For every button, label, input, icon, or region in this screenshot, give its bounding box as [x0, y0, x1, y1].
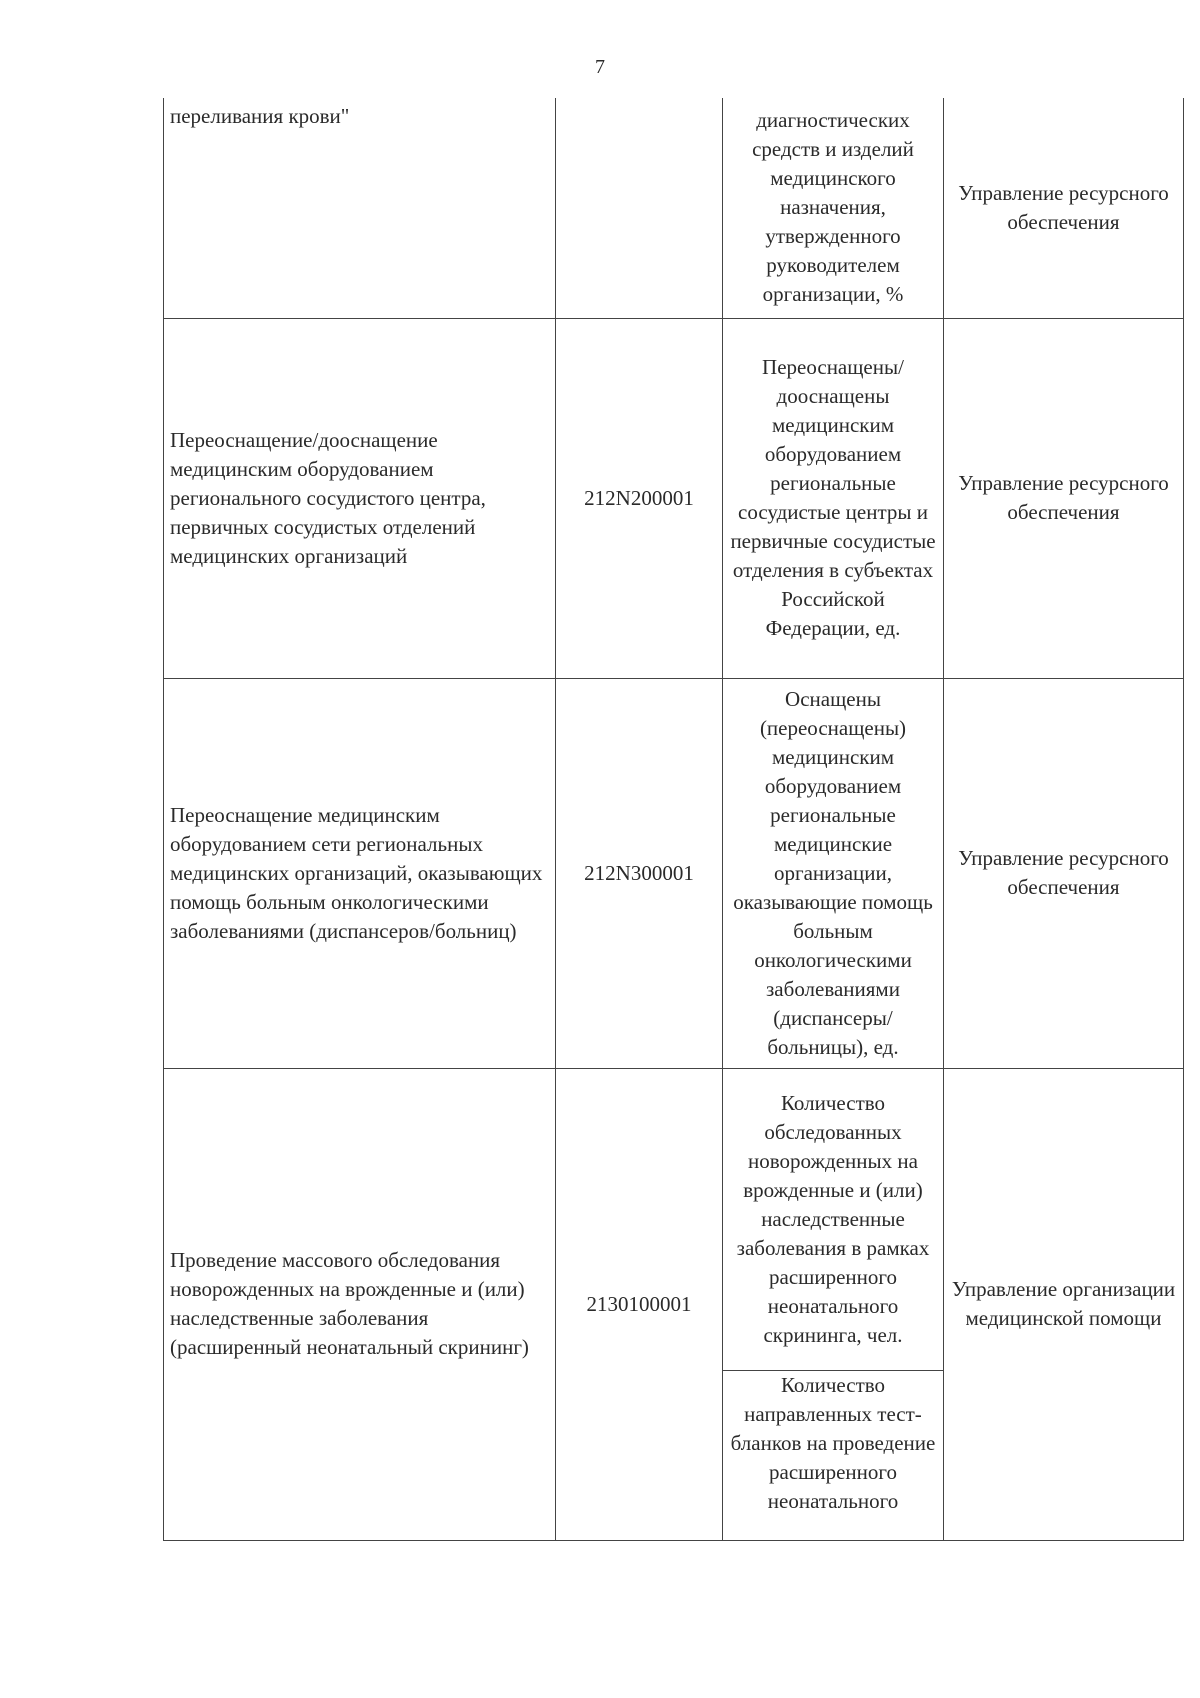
indicator-name — [723, 98, 944, 318]
table-row — [164, 678, 1184, 1068]
measure-name: Переоснащение/дооснащение медицинским оборудованием регионального сосудистого центра, первичных сосудистых отделений медицинских организаций — [164, 318, 556, 678]
measure-code: 2130100001 — [556, 1068, 723, 1540]
table-row — [164, 318, 1184, 678]
measure-code: 212N300001 — [556, 678, 723, 1068]
table-row — [164, 98, 1184, 318]
indicator-name — [723, 678, 944, 1068]
indicator-name — [723, 318, 944, 678]
indicator-text: Количество обследованных новорожденных на врожденные и (или) наследственные заболевания в рамках расширенного неонатального скрининга, чел. — [736, 1090, 930, 1347]
measure-code: 212N200001 — [556, 318, 723, 678]
responsible-department: Управление ресурсного обеспечения — [944, 678, 1184, 1068]
indicator-text: диагностических средств и изделий медицинского назначения, утвержденного руководителем организации, % — [752, 108, 914, 307]
page-number: 7 — [595, 56, 605, 78]
measure-name: Переоснащение медицинским оборудованием сети региональных медицинских организаций, оказывающих помощь больным онкологическими заболеваниями (диспансеров/больниц) — [164, 678, 556, 1068]
indicator-text: Оснащены (переоснащены) медицинским оборудованием региональные медицинские организации, оказывающие помощь больным онкологическими заболеваниями (диспансеры/больницы), ед. — [733, 686, 933, 1059]
indicator-name — [723, 1370, 944, 1540]
measure-name: Проведение массового обследования новорожденных на врожденные и (или) наследственные заболевания (расширенный неонатальный скрининг) — [164, 1068, 556, 1540]
responsible-department: Управление организации медицинской помощи — [944, 1068, 1184, 1540]
indicator-text: Переоснащены/дооснащены медицинским оборудованием региональные сосудистые центры и первичные сосудистые отделения в субъектах Российской Федерации, ед. — [730, 355, 936, 640]
indicator-text: Количество направленных тест-бланков на проведение расширенного неонатального — [730, 1372, 936, 1513]
measure-code — [556, 98, 723, 318]
indicator-name — [723, 1068, 944, 1370]
measures-table — [163, 98, 1184, 1541]
table-row — [164, 1068, 1184, 1370]
responsible-department: Управление ресурсного обеспечения — [944, 318, 1184, 678]
responsible-department: Управление ресурсного обеспечения — [944, 98, 1184, 318]
measure-name: переливания крови" — [164, 98, 556, 318]
